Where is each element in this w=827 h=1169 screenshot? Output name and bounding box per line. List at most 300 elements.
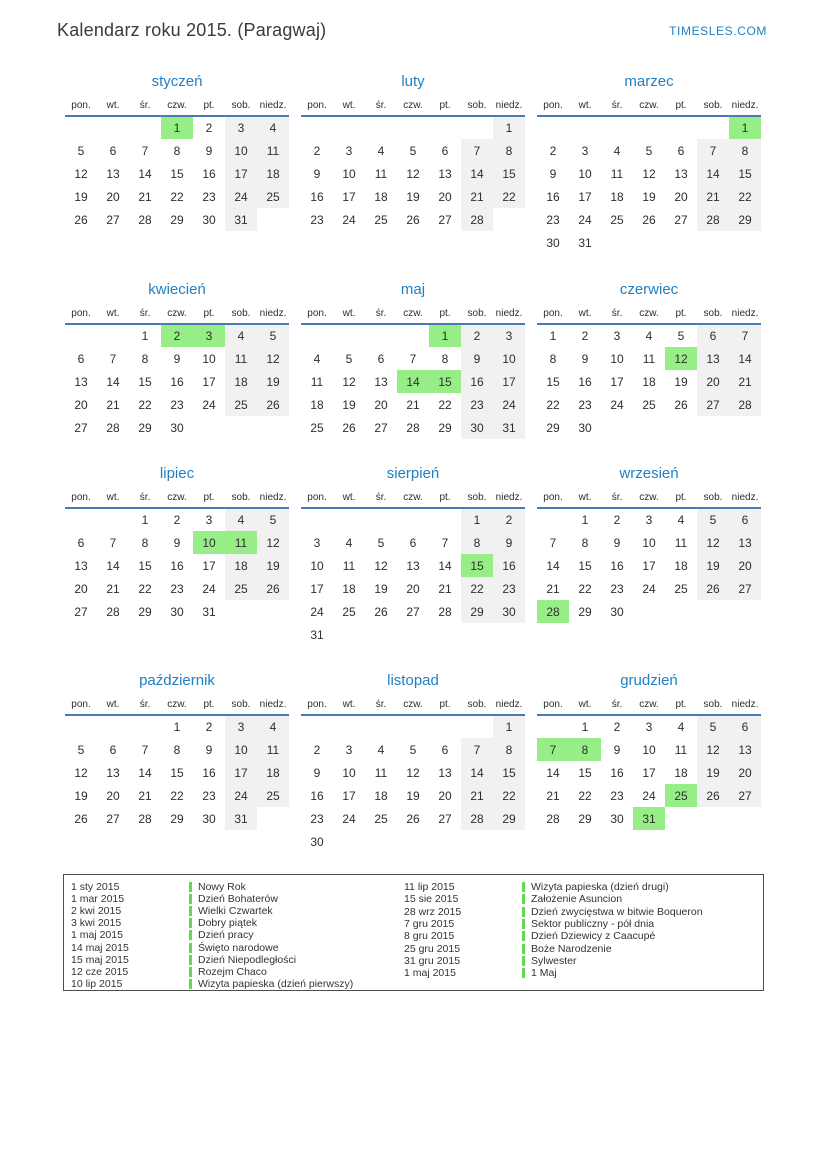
day-cell: 23: [546, 212, 560, 227]
weekday-header: wt.: [569, 488, 601, 508]
week-row: [301, 784, 525, 807]
weekday-header: czw.: [633, 304, 665, 324]
week-row: [65, 600, 289, 623]
weekday-header: wt.: [333, 695, 365, 715]
month-title: czerwiec: [619, 281, 679, 298]
day-cell: 27: [438, 212, 452, 227]
week-row: [537, 139, 761, 162]
day-cell: 20: [74, 397, 88, 412]
day-cell: 18: [257, 761, 289, 784]
weekday-header: wt.: [569, 304, 601, 324]
week-row: [65, 370, 289, 393]
day-cell: 22: [438, 397, 452, 412]
month-title: grudzień: [620, 672, 678, 689]
day-cell: 3: [313, 535, 321, 550]
month-title: listopad: [387, 672, 439, 689]
week-row: [537, 416, 761, 439]
legend-item: [404, 881, 763, 893]
day-cell: 31: [310, 627, 324, 642]
weekday-header: śr.: [601, 304, 633, 324]
day-cell: 6: [109, 143, 117, 158]
day-cell: 31: [202, 604, 216, 619]
day-cell: 4: [377, 143, 385, 158]
day-cell: 20: [106, 189, 120, 204]
weekday-header-row: [301, 304, 525, 324]
week-row: [301, 554, 525, 577]
empty-cell: [461, 623, 493, 646]
weekday-header: pt.: [429, 488, 461, 508]
day-cell: 15: [429, 370, 461, 393]
legend-holiday-name: 1 Maj: [531, 967, 557, 980]
day-cell: 9: [461, 347, 493, 370]
week-row: [65, 324, 289, 347]
week-row: [65, 162, 289, 185]
legend-item: [404, 918, 763, 930]
day-cell: 24: [578, 212, 592, 227]
day-cell: 5: [77, 742, 85, 757]
legend-date: 11 lip 2015: [404, 881, 455, 894]
month-title: styczeń: [151, 73, 203, 90]
empty-cell: [301, 116, 333, 139]
empty-cell: [665, 416, 697, 439]
day-cell: 26: [697, 577, 729, 600]
month-table: [537, 304, 761, 439]
day-cell: 20: [74, 581, 88, 596]
day-cell: 11: [674, 535, 688, 550]
legend-column-2: [404, 881, 763, 990]
calendar-row-2: [65, 281, 761, 439]
day-cell: 5: [257, 324, 289, 347]
day-cell: 26: [342, 420, 356, 435]
legend-date: 1 maj 2015: [404, 967, 456, 980]
weekday-header: pt.: [665, 96, 697, 116]
day-cell: 1: [581, 513, 589, 527]
day-cell: 26: [374, 604, 388, 619]
day-cell: 4: [225, 324, 257, 347]
day-cell: 6: [441, 742, 449, 757]
day-cell: 16: [202, 166, 216, 181]
empty-cell: [665, 600, 697, 623]
day-cell: 18: [342, 581, 356, 596]
day-cell: 26: [257, 393, 289, 416]
day-cell: 31: [225, 807, 257, 830]
legend-date: 14 maj 2015: [71, 941, 129, 954]
day-cell: 18: [257, 162, 289, 185]
week-row: [537, 738, 761, 761]
legend-marker-icon: [189, 882, 192, 892]
legend-holiday-name: Założenie Asuncion: [531, 893, 623, 906]
day-cell: 9: [581, 351, 589, 366]
day-cell: 30: [310, 834, 324, 849]
weekday-header: pon.: [65, 695, 97, 715]
weekday-header: niedz.: [493, 304, 525, 324]
month-table: [65, 96, 289, 231]
month-title: sierpień: [386, 465, 440, 482]
day-cell: 19: [374, 581, 388, 596]
month-wrzesień: [537, 465, 761, 646]
day-cell: 28: [537, 600, 569, 623]
weekday-header-row: [65, 304, 289, 324]
legend-marker-icon: [189, 955, 192, 965]
month-styczeń: [65, 73, 289, 254]
legend-item: [71, 929, 404, 941]
month-table: [537, 96, 761, 254]
day-cell: 26: [697, 784, 729, 807]
legend-holiday-name: Boże Narodzenie: [531, 942, 612, 955]
empty-cell: [569, 116, 601, 139]
empty-cell: [537, 508, 569, 531]
day-cell: 3: [613, 329, 621, 343]
empty-cell: [365, 116, 397, 139]
day-cell: 9: [313, 166, 321, 181]
weekday-header: śr.: [601, 488, 633, 508]
legend-date: 25 gru 2015: [404, 942, 461, 955]
empty-cell: [429, 116, 461, 139]
empty-cell: [397, 830, 429, 853]
weekday-header: sob.: [225, 488, 257, 508]
day-cell: 30: [578, 420, 592, 435]
empty-cell: [601, 231, 633, 254]
weekday-header: niedz.: [257, 96, 289, 116]
legend-marker-icon: [522, 894, 525, 904]
day-cell: 7: [109, 351, 117, 366]
legend-marker-icon: [522, 956, 525, 966]
empty-cell: [333, 508, 365, 531]
empty-cell: [461, 116, 493, 139]
day-cell: 31: [493, 416, 525, 439]
day-cell: 16: [461, 370, 493, 393]
empty-cell: [365, 623, 397, 646]
day-cell: 12: [697, 531, 729, 554]
legend-date: 1 maj 2015: [71, 929, 123, 942]
legend-marker-icon: [522, 882, 525, 892]
day-cell: 8: [141, 351, 149, 366]
weekday-header: niedz.: [257, 695, 289, 715]
day-cell: 18: [225, 554, 257, 577]
legend-marker-icon: [189, 906, 192, 916]
day-cell: 5: [409, 143, 417, 158]
week-row: [301, 623, 525, 646]
day-cell: 15: [170, 765, 184, 780]
legend-date: 1 mar 2015: [71, 893, 125, 906]
weekday-header-row: [537, 695, 761, 715]
weekday-header: niedz.: [729, 488, 761, 508]
day-cell: 5: [677, 329, 685, 343]
day-cell: 9: [205, 143, 213, 158]
weekday-header: sob.: [697, 96, 729, 116]
day-cell: 10: [225, 139, 257, 162]
legend-holiday-name: Sektor publiczny - pół dnia: [531, 918, 655, 931]
day-cell: 17: [225, 162, 257, 185]
legend-holiday-name: Nowy Rok: [198, 881, 246, 894]
month-sierpień: [301, 465, 525, 646]
legend-date: 8 gru 2015: [404, 930, 455, 943]
day-cell: 17: [225, 761, 257, 784]
day-cell: 26: [406, 212, 420, 227]
weekday-header: śr.: [601, 695, 633, 715]
day-cell: 2: [205, 720, 213, 734]
legend-date: 28 wrz 2015: [404, 905, 462, 918]
empty-cell: [461, 830, 493, 853]
legend-marker-icon: [522, 907, 525, 917]
day-cell: 29: [578, 604, 592, 619]
weekday-header: czw.: [633, 695, 665, 715]
day-cell: 22: [729, 185, 761, 208]
day-cell: 18: [642, 374, 656, 389]
day-cell: 16: [578, 374, 592, 389]
day-cell: 25: [374, 811, 388, 826]
weekday-header: wt.: [569, 96, 601, 116]
month-table: [301, 96, 525, 231]
day-cell: 26: [257, 577, 289, 600]
day-cell: 25: [374, 212, 388, 227]
day-cell: 20: [729, 761, 761, 784]
week-row: [301, 807, 525, 830]
day-cell: 25: [225, 577, 257, 600]
legend-item: [404, 893, 763, 905]
day-cell: 7: [141, 143, 149, 158]
day-cell: 24: [642, 581, 656, 596]
week-row: [301, 393, 525, 416]
day-cell: 23: [170, 397, 184, 412]
day-cell: 10: [310, 558, 324, 573]
legend-marker-icon: [189, 943, 192, 953]
weekday-header: pt.: [193, 695, 225, 715]
day-cell: 27: [106, 811, 120, 826]
calendar-row-4: [65, 672, 761, 853]
day-cell: 26: [674, 397, 688, 412]
day-cell: 20: [438, 788, 452, 803]
day-cell: 5: [697, 508, 729, 531]
weekday-header: wt.: [333, 304, 365, 324]
day-cell: 26: [74, 212, 88, 227]
day-cell: 21: [406, 397, 420, 412]
day-cell: 23: [578, 397, 592, 412]
day-cell: 5: [409, 742, 417, 757]
day-cell: 20: [674, 189, 688, 204]
day-cell: 17: [342, 788, 356, 803]
empty-cell: [225, 600, 257, 623]
day-cell: 21: [461, 784, 493, 807]
weekday-header-row: [65, 96, 289, 116]
weekday-header: pt.: [193, 304, 225, 324]
empty-cell: [365, 324, 397, 347]
day-cell: 30: [170, 604, 184, 619]
legend-date: 15 maj 2015: [71, 953, 129, 966]
legend-date: 7 gru 2015: [404, 918, 455, 931]
day-cell: 18: [374, 189, 388, 204]
day-cell: 21: [138, 788, 152, 803]
day-cell: 16: [310, 788, 324, 803]
day-cell: 12: [406, 765, 420, 780]
empty-cell: [333, 830, 365, 853]
empty-cell: [633, 600, 665, 623]
day-cell: 28: [546, 811, 560, 826]
day-cell: 15: [493, 761, 525, 784]
day-cell: 2: [549, 143, 557, 158]
day-cell: 27: [674, 212, 688, 227]
day-cell: 5: [257, 508, 289, 531]
week-row: [537, 715, 761, 738]
weekday-header-row: [537, 96, 761, 116]
day-cell: 5: [345, 351, 353, 366]
empty-cell: [697, 807, 729, 830]
day-cell: 1: [493, 715, 525, 738]
day-cell: 17: [578, 189, 592, 204]
weekday-header: sob.: [697, 695, 729, 715]
day-cell: 22: [578, 581, 592, 596]
day-cell: 28: [697, 208, 729, 231]
weekday-header-row: [65, 488, 289, 508]
weekday-header: czw.: [161, 304, 193, 324]
empty-cell: [397, 623, 429, 646]
day-cell: 7: [461, 738, 493, 761]
day-cell: 11: [257, 139, 289, 162]
day-cell: 5: [377, 535, 385, 550]
day-cell: 19: [74, 788, 88, 803]
legend-holiday-name: Rozejm Chaco: [198, 965, 267, 978]
day-cell: 18: [374, 788, 388, 803]
empty-cell: [537, 715, 569, 738]
weekday-header: sob.: [697, 488, 729, 508]
week-row: [301, 738, 525, 761]
weekday-header: śr.: [365, 96, 397, 116]
day-cell: 21: [461, 185, 493, 208]
day-cell: 15: [170, 166, 184, 181]
day-cell: 16: [546, 189, 560, 204]
week-row: [301, 116, 525, 139]
day-cell: 21: [106, 397, 120, 412]
legend-holiday-name: Sylwester: [531, 954, 577, 967]
empty-cell: [333, 715, 365, 738]
day-cell: 11: [610, 166, 624, 181]
week-row: [537, 370, 761, 393]
empty-cell: [729, 416, 761, 439]
week-row: [301, 324, 525, 347]
day-cell: 24: [342, 212, 356, 227]
day-cell: 26: [74, 811, 88, 826]
weekday-header: pon.: [65, 96, 97, 116]
day-cell: 29: [170, 811, 184, 826]
day-cell: 10: [642, 535, 656, 550]
weekday-header: sob.: [225, 695, 257, 715]
day-cell: 3: [493, 324, 525, 347]
day-cell: 12: [74, 166, 88, 181]
legend-column-1: [71, 881, 404, 990]
week-row: [65, 784, 289, 807]
day-cell: 13: [406, 558, 420, 573]
empty-cell: [193, 416, 225, 439]
weekday-header: pon.: [537, 695, 569, 715]
empty-cell: [397, 116, 429, 139]
day-cell: 13: [729, 738, 761, 761]
week-row: [65, 761, 289, 784]
week-row: [301, 370, 525, 393]
empty-cell: [333, 324, 365, 347]
brand-link[interactable]: TIMESLES.COM: [669, 24, 767, 38]
day-cell: 3: [581, 143, 589, 158]
day-cell: 3: [345, 742, 353, 757]
legend-holiday-name: Dzień pracy: [198, 929, 254, 942]
day-cell: 19: [257, 554, 289, 577]
day-cell: 21: [438, 581, 452, 596]
day-cell: 15: [138, 558, 152, 573]
week-row: [65, 715, 289, 738]
legend-holiday-name: Dzień Dziewicy z Caacupé: [531, 930, 656, 943]
day-cell: 9: [549, 166, 557, 181]
day-cell: 10: [493, 347, 525, 370]
day-cell: 15: [493, 162, 525, 185]
week-row: [301, 416, 525, 439]
day-cell: 14: [461, 162, 493, 185]
empty-cell: [729, 231, 761, 254]
day-cell: 29: [138, 604, 152, 619]
day-cell: 17: [310, 581, 324, 596]
empty-cell: [665, 231, 697, 254]
empty-cell: [633, 231, 665, 254]
legend-date: 31 gru 2015: [404, 954, 461, 967]
day-cell: 20: [729, 554, 761, 577]
empty-cell: [365, 508, 397, 531]
day-cell: 14: [106, 374, 120, 389]
day-cell: 6: [77, 351, 85, 366]
month-title: wrzesień: [619, 465, 679, 482]
legend-item: [404, 955, 763, 967]
weekday-header: pon.: [537, 488, 569, 508]
week-row: [65, 416, 289, 439]
empty-cell: [129, 116, 161, 139]
day-cell: 20: [374, 397, 388, 412]
weekday-header: czw.: [397, 488, 429, 508]
weekday-header: śr.: [129, 96, 161, 116]
day-cell: 20: [106, 788, 120, 803]
day-cell: 28: [406, 420, 420, 435]
day-cell: 7: [697, 139, 729, 162]
day-cell: 10: [193, 531, 225, 554]
week-row: [537, 347, 761, 370]
weekday-header: sob.: [461, 695, 493, 715]
day-cell: 2: [461, 324, 493, 347]
day-cell: 13: [697, 347, 729, 370]
week-row: [65, 807, 289, 830]
day-cell: 21: [138, 189, 152, 204]
day-cell: 4: [677, 720, 685, 734]
day-cell: 26: [642, 212, 656, 227]
day-cell: 8: [729, 139, 761, 162]
day-cell: 13: [74, 558, 88, 573]
weekday-header: wt.: [569, 695, 601, 715]
weekday-header: śr.: [129, 488, 161, 508]
day-cell: 17: [202, 374, 216, 389]
weekday-header: sob.: [225, 96, 257, 116]
month-title: październik: [139, 672, 215, 689]
day-cell: 27: [406, 604, 420, 619]
day-cell: 2: [313, 143, 321, 158]
weekday-header: czw.: [633, 96, 665, 116]
day-cell: 23: [202, 189, 216, 204]
empty-cell: [537, 116, 569, 139]
day-cell: 1: [549, 329, 557, 343]
empty-cell: [129, 715, 161, 738]
weekday-header: pon.: [301, 488, 333, 508]
day-cell: 28: [106, 420, 120, 435]
empty-cell: [97, 116, 129, 139]
legend-marker-icon: [189, 918, 192, 928]
day-cell: 17: [342, 189, 356, 204]
weekday-header: sob.: [461, 304, 493, 324]
day-cell: 16: [310, 189, 324, 204]
weekday-header: niedz.: [257, 488, 289, 508]
